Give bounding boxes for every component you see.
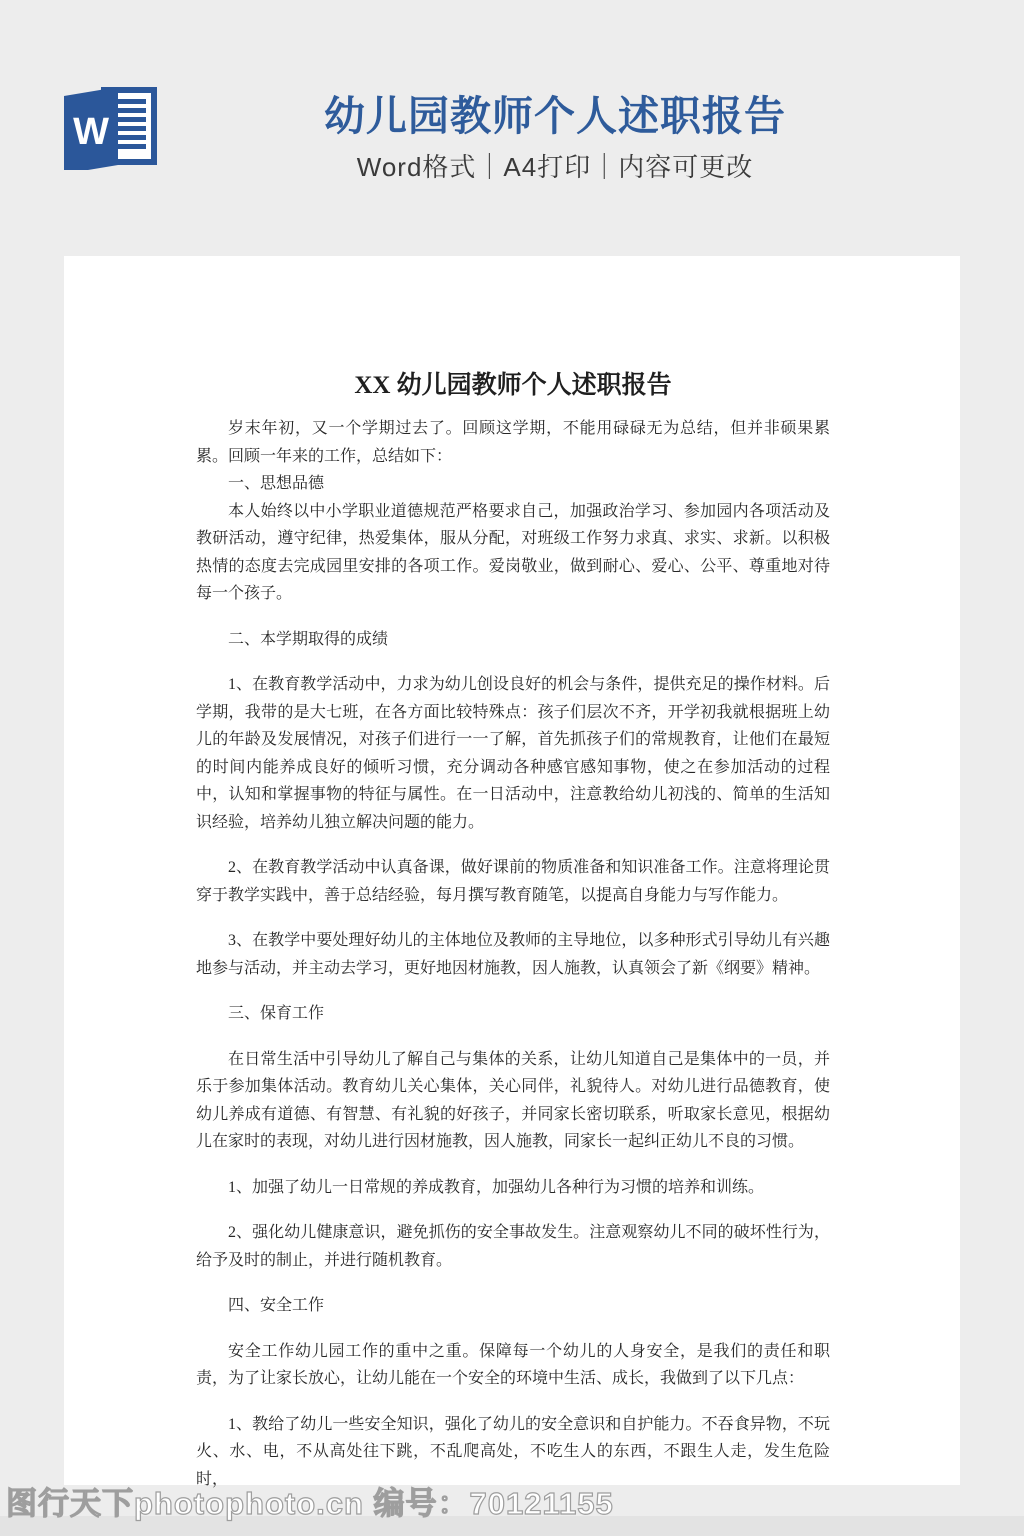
doc-section-heading: 二、本学期取得的成绩 (228, 630, 389, 648)
word-letter: W (73, 111, 109, 153)
doc-paragraph: 在日常生活中引导幼儿了解自己与集体的关系，让幼儿知道自己是集体中的一员，并乐于参加集体活动。教育幼儿关心集体，关心同伴，礼貌待人。对幼儿进行品德教育，使幼儿养成有道德、有智慧、有礼貌的好孩子，并同家长密切联系，听取家长意见，根据幼儿在家时的表现，对幼儿进行因材施教，因人施教，同家长一起纠正幼儿不良的习惯。 (196, 1050, 830, 1150)
doc-paragraph: 3、在教学中要处理好幼儿的主体地位及教师的主导地位，以多种形式引导幼儿有兴趣地参与活动，并主动去学习，更好地因材施教，因人施教，认真领会了新《纲要》精神。 (196, 932, 830, 977)
template-title: 幼儿园教师个人述职报告 (324, 93, 786, 139)
word-logo-icon (60, 84, 158, 170)
doc-paragraph: 2、在教育教学活动中认真备课，做好课前的物质准备和知识准备工作。注意将理论贯穿于教学实践中，善于总结经验，每月撰写教育随笔，以提高自身能力与写作能力。 (196, 859, 830, 904)
doc-section-heading: 三、保育工作 (228, 1005, 325, 1022)
document-page (64, 256, 960, 1488)
header (170, 92, 940, 182)
word-file-icon (60, 84, 158, 170)
doc-paragraph: 本人始终以中小学职业道德规范严格要求自己，加强政治学习、参加园内各项活动及教研活动，遵守纪律，热爱集体，服从分配，对班级工作努力求真、求实、求新。以积极热情的态度去完成园里安排的各项工作。爱岗敬业，做到耐心、爱心、公平、尊重地对待每一个孩子。 (196, 502, 830, 602)
doc-section-heading: 一、思想品德 (228, 475, 325, 492)
doc-paragraph: 1、在教育教学活动中，力求为幼儿创设良好的机会与条件，提供充足的操作材料。后学期，我带的是大七班，在各方面比较特殊点：孩子们层次不齐，开学初我就根据班上幼儿的年龄及发展情况，对孩子们进行一一了解，首先抓孩子们的常规教育，让他们在最短的时间内能养成良好的倾听习惯，充分调动各种感官感知事物，使之在参加活动的过程中，认知和掌握事物的特征与属性。在一日活动中，注意教给幼儿初浅的、简单的生活知识经验，培养幼儿独立解决问题的能力。 (196, 676, 830, 831)
site-watermark: 图行天下photophoto.cn 编号：70121155 (6, 1486, 614, 1521)
doc-paragraph: 安全工作幼儿园工作的重中之重。保障每一个幼儿的人身安全，是我们的责任和职责，为了让家长放心，让幼儿能在一个安全的环境中生活、成长，我做到了以下几点： (196, 1342, 830, 1387)
doc-paragraph: 1、加强了幼儿一日常规的养成教育，加强幼儿各种行为习惯的培养和训练。 (228, 1178, 765, 1196)
doc-paragraph: 岁末年初，又一个学期过去了。回顾这学期，不能用碌碌无为总结，但并非硕果累累。回顾一年来的工作，总结如下： (196, 420, 830, 465)
doc-section-heading: 四、安全工作 (228, 1297, 325, 1314)
doc-paragraph: 2、强化幼儿健康意识，避免抓伤的安全事故发生。注意观察幼儿不同的破坏性行为，给予及时的制止，并进行随机教育。 (196, 1224, 830, 1269)
document-title: XX 幼儿园教师个人述职报告 (354, 372, 672, 399)
template-subtitle: Word格式｜A4打印｜内容可更改 (356, 152, 754, 182)
doc-paragraph: 1、教给了幼儿一些安全知识，强化了幼儿的安全意识和自护能力。不吞食异物，不玩火、水、电，不从高处往下跳，不乱爬高处，不吃生人的东西，不跟生人走，发生危险时， (196, 1415, 830, 1488)
